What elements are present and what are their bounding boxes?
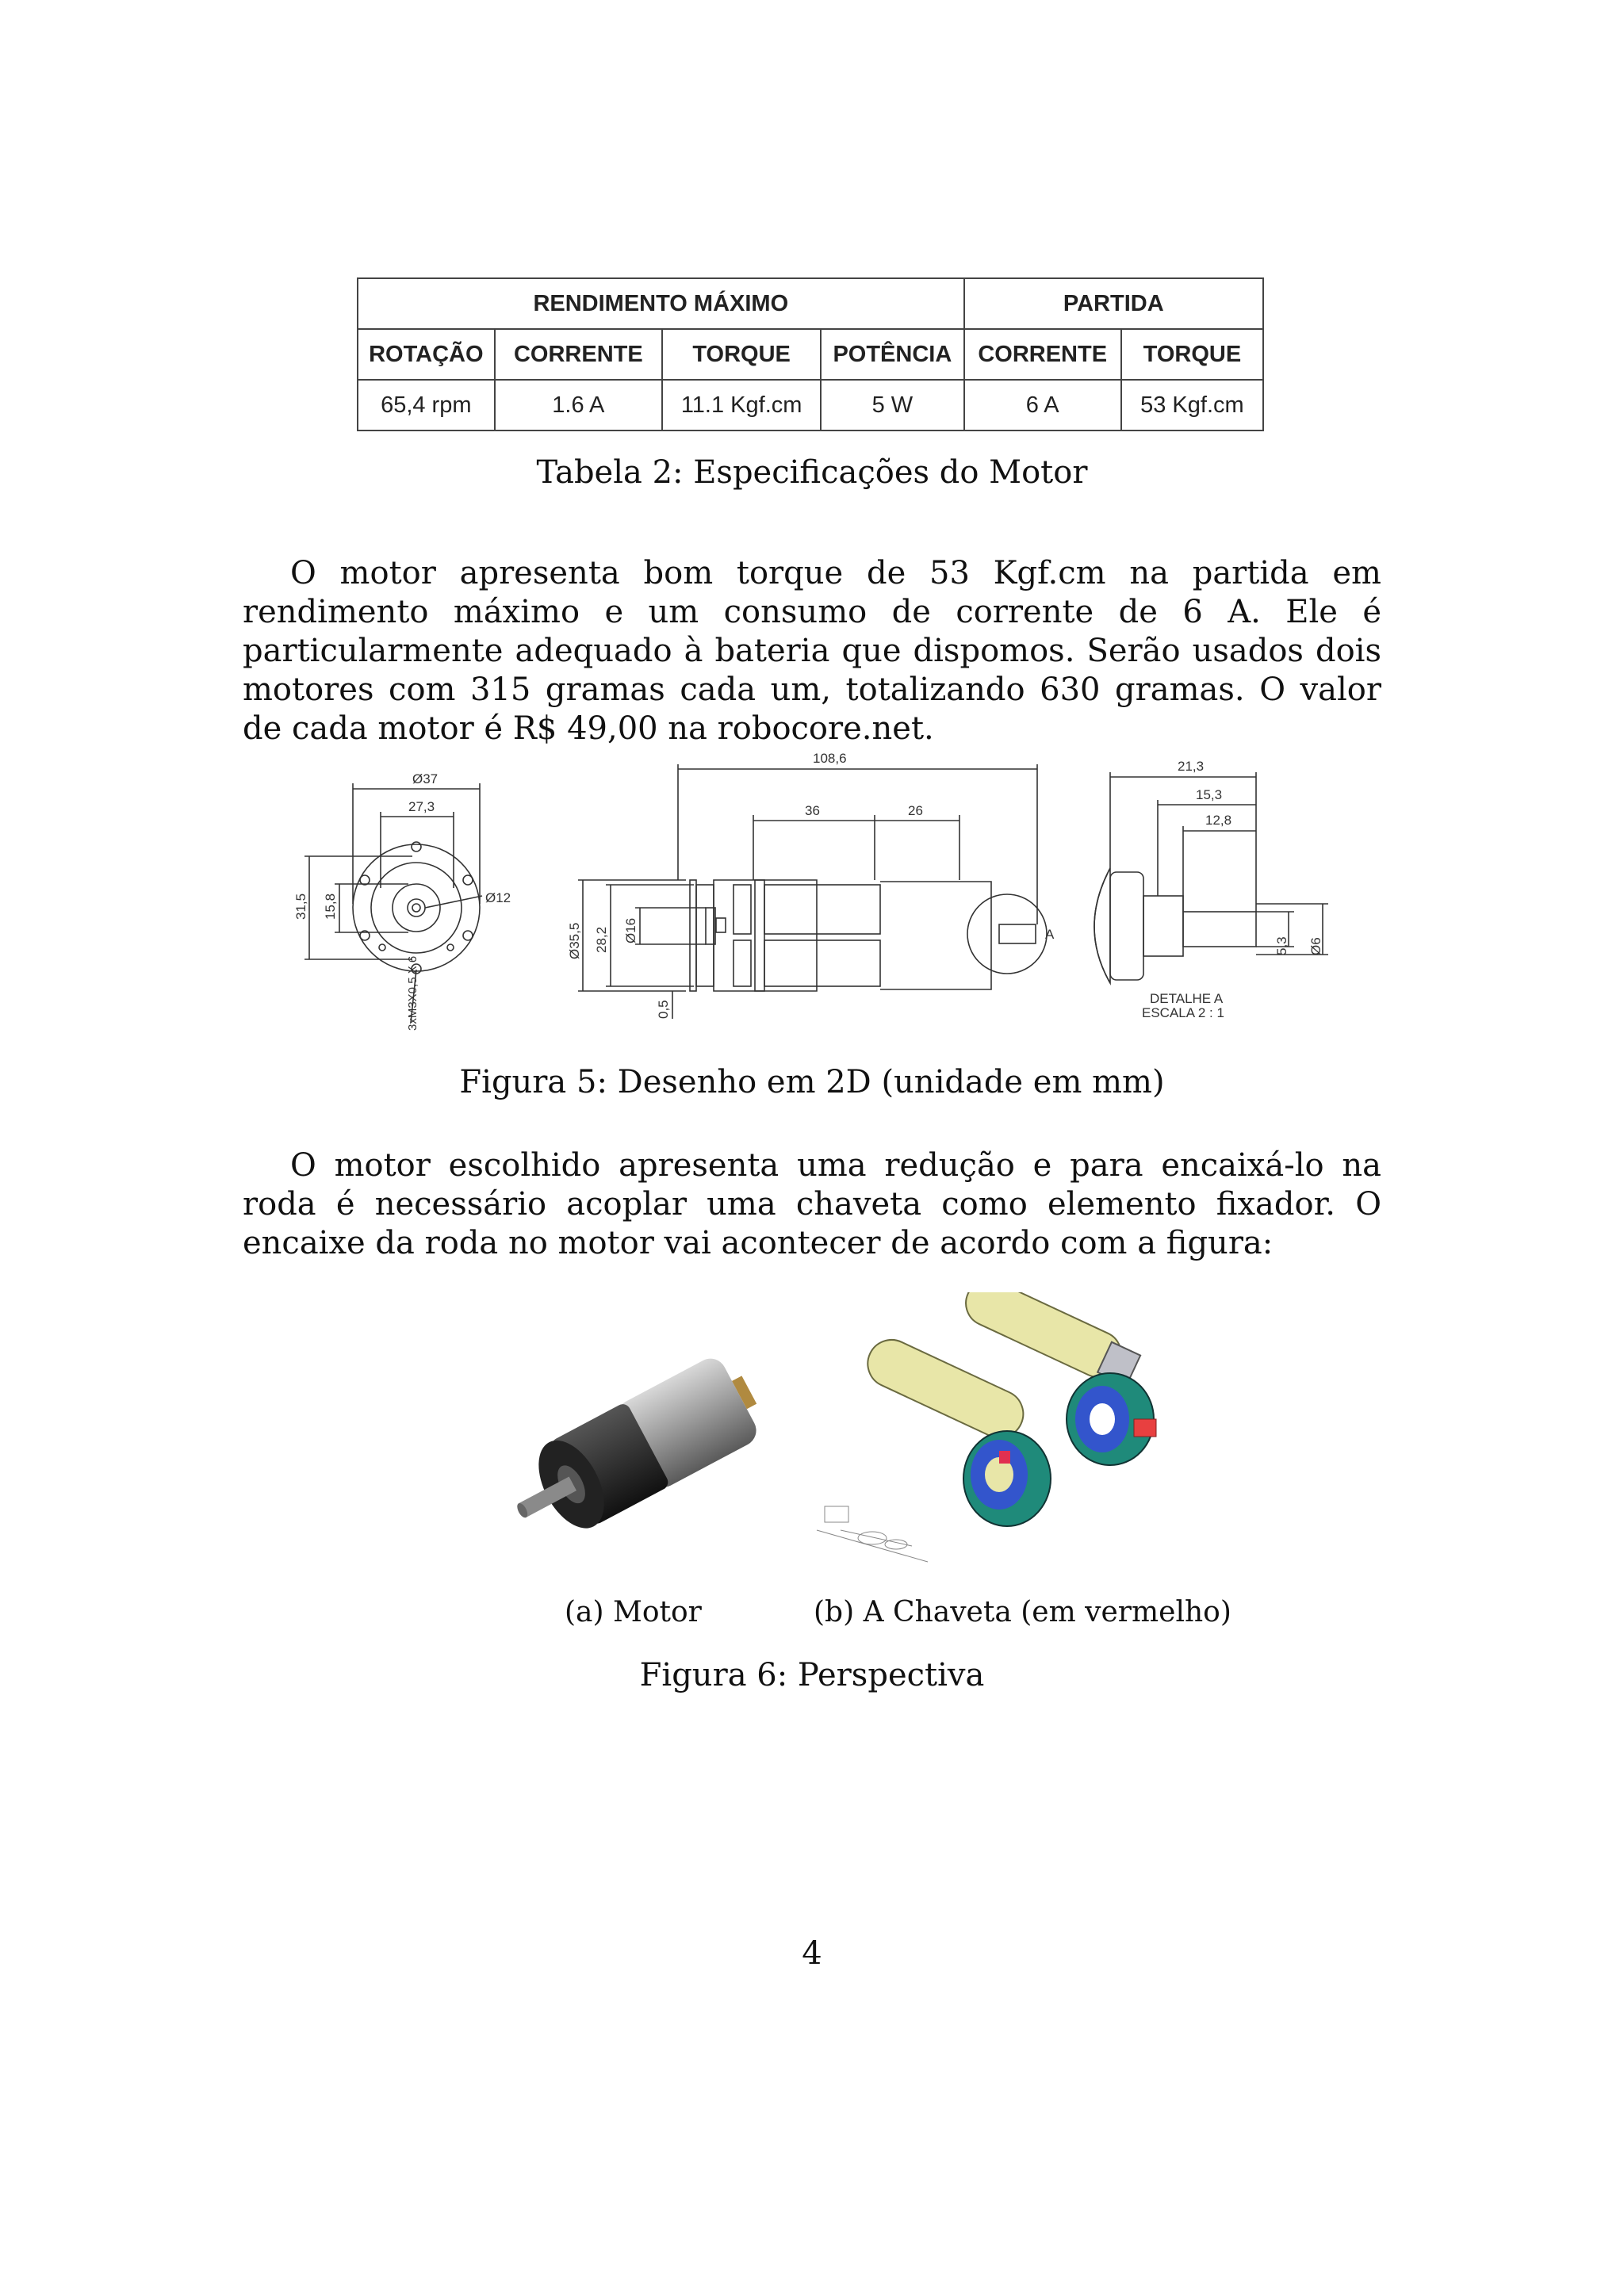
figure5-caption: Figura 5: Desenho em 2D (unidade em mm): [459, 1064, 1165, 1100]
dimension-label: 108,6: [813, 751, 847, 766]
detail-scale: ESCALA 2 : 1: [1142, 1005, 1224, 1020]
dimension-label: 31,5: [293, 893, 308, 920]
dimension-label: Ø37: [412, 771, 439, 786]
column-header: POTÊNCIA: [821, 329, 963, 380]
column-header: CORRENTE: [964, 329, 1121, 380]
dimension-label: 5,3: [1274, 936, 1289, 955]
dimension-label: 3xM3X0,5 X 6: [406, 955, 419, 1031]
page-number: 4: [802, 1935, 822, 1972]
dimension-label: Ø6: [1308, 937, 1323, 955]
dimension-label: Ø35,5: [567, 922, 582, 959]
dimension-label: 36: [805, 803, 820, 818]
dimension-label: 0,5: [656, 1000, 671, 1019]
detail-marker: A: [1045, 927, 1055, 942]
column-header: CORRENTE: [495, 329, 663, 380]
key-assembly-image: [809, 1292, 1205, 1578]
technical-drawing: [285, 745, 1348, 1039]
column-header: TORQUE: [662, 329, 821, 380]
body-paragraph: O motor escolhido apresenta uma redução e para encaixá-lo na roda é necessário acoplar uma chaveta como elemento fixador. O encaixe da roda no motor vai acontecer de acordo com a figura:: [243, 1147, 1381, 1261]
motor-spec-table: [357, 277, 1264, 431]
dimension-label: 15,8: [323, 893, 338, 920]
motor-perspective-image: [476, 1332, 793, 1562]
figure6-caption: Figura 6: Perspectiva: [639, 1657, 985, 1693]
dimension-label: Ø12: [485, 890, 511, 905]
dimension-label: 21,3: [1178, 759, 1205, 774]
dimension-label: 26: [908, 803, 923, 818]
front-view: [293, 771, 511, 1031]
table-caption: Tabela 2: Especificações do Motor: [536, 454, 1088, 491]
dimension-label: Ø16: [623, 917, 638, 943]
table-cell: 5 W: [821, 380, 963, 430]
group-header-rendimento: RENDIMENTO MÁXIMO: [358, 278, 964, 329]
dimension-label: 27,3: [408, 799, 435, 814]
table-cell: 53 Kgf.cm: [1121, 380, 1263, 430]
table-cell: 6 A: [964, 380, 1121, 430]
dimension-label: 12,8: [1205, 813, 1232, 828]
table-cell: 65,4 rpm: [358, 380, 495, 430]
subcaption-a: (a) Motor: [565, 1596, 702, 1628]
dimension-label: 28,2: [594, 926, 609, 953]
column-header: TORQUE: [1121, 329, 1263, 380]
dimension-label: 15,3: [1196, 787, 1223, 802]
table-cell: 1.6 A: [495, 380, 663, 430]
body-paragraph: O motor apresenta bom torque de 53 Kgf.cm na partida em rendimento máximo e um consumo de corrente de 6 A. Ele é particularmente adequado à bateria que dispomos. Serão usados dois motores com 315 gramas cada um, totalizando 630 gramas. O valor de cada motor é R$ 49,00 na robocore.net.: [243, 555, 1381, 747]
subcaption-b: (b) A Chaveta (em vermelho): [814, 1596, 1231, 1628]
table-cell: 11.1 Kgf.cm: [662, 380, 821, 430]
group-header-partida: PARTIDA: [964, 278, 1263, 329]
side-view: [567, 751, 1055, 1019]
detail-title: DETALHE A: [1150, 991, 1224, 1006]
column-header: ROTAÇÃO: [358, 329, 495, 380]
detail-view: [1094, 759, 1328, 1020]
